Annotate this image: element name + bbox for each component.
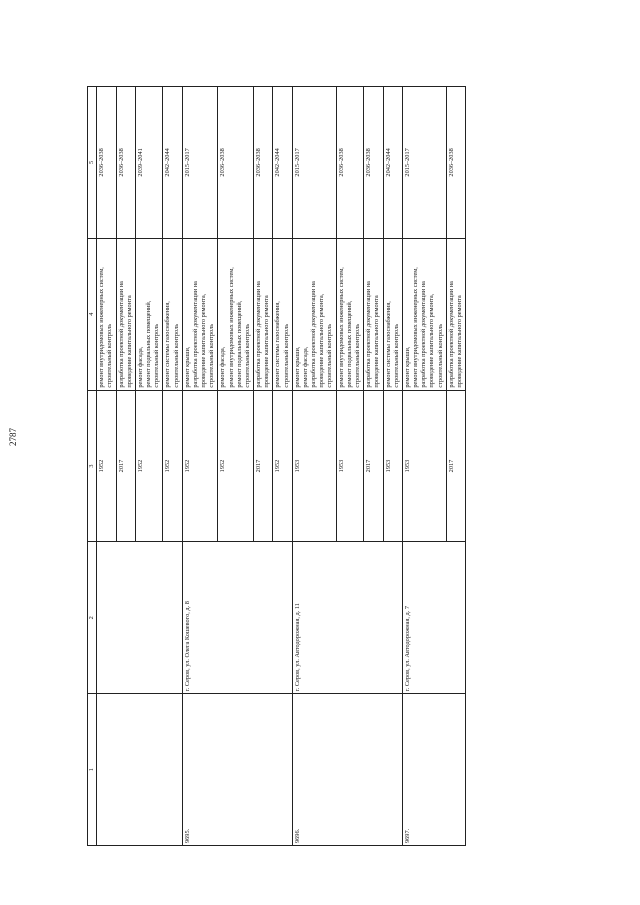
work-item: строительный контроль (326, 323, 334, 388)
work-item: ремонт фасада, (136, 346, 144, 388)
page-number: 2787 (8, 428, 18, 446)
work-item: разработка проектной документации на (255, 281, 263, 388)
year-cell: 1952 (163, 390, 182, 542)
year-cell: 1953 (336, 390, 364, 542)
building-address: г. Серов, ул. Олега Кошевого, д. 8 (182, 542, 292, 694)
period-cell: 2036–2038 (218, 87, 254, 239)
row-number: 9697. (402, 694, 465, 846)
works-cell (97, 238, 116, 390)
works-cell (182, 238, 218, 390)
work-item: строительный контроль (392, 323, 400, 388)
work-item: строительный контроль (208, 323, 216, 388)
period-cell: 2036–2038 (254, 87, 273, 239)
period-cell: 2042–2044 (273, 87, 292, 239)
work-item: ремонт внутридомовых инженерных систем, (337, 267, 345, 388)
building-address: г. Серов, ул. Автодорожная, д. 7 (402, 542, 465, 694)
work-item: ремонт крыши, (293, 346, 301, 388)
work-item: проведение капитального ремонта, (428, 293, 436, 388)
work-item: ремонт системы газоснабжения, (384, 301, 392, 388)
work-item: разработка проектной документации на (191, 281, 199, 388)
work-item: разработка проектной документации на (117, 281, 125, 388)
period-cell: 2036–2038 (364, 87, 383, 239)
works-cell (336, 238, 364, 390)
header-col-2: 2 (88, 542, 97, 694)
header-col-5: 5 (88, 87, 97, 239)
period-cell: 2036–2038 (336, 87, 364, 239)
works-cell (135, 238, 163, 390)
repair-schedule-table (87, 86, 466, 846)
work-item: ремонт подвальных помещений, (145, 300, 153, 388)
works-cell (273, 238, 292, 390)
work-item: ремонт системы газоснабжения, (164, 301, 172, 388)
work-item: строительный контроль (243, 323, 251, 388)
row-number: 9696. (292, 694, 402, 846)
period-cell: 2015–2017 (402, 87, 446, 239)
table-row (97, 87, 116, 846)
table-row (402, 87, 446, 846)
work-item: разработка проектной документации на (447, 281, 455, 388)
work-item: ремонт подвальных помещений, (235, 300, 243, 388)
work-item: проведение капитального ремонта (125, 295, 133, 388)
header-col-1: 1 (88, 694, 97, 846)
work-item: разработка проектной документации на (365, 281, 373, 388)
year-cell: 2017 (446, 390, 465, 542)
work-item: разработка проектной документации на (420, 281, 428, 388)
year-cell: 1953 (383, 390, 402, 542)
work-item: разработка проектной документации на (310, 281, 318, 388)
year-cell: 1953 (292, 390, 336, 542)
repair-schedule-table-wrapper (87, 86, 599, 846)
work-item: строительный контроль (172, 323, 180, 388)
work-item: строительный контроль (282, 323, 290, 388)
work-item: строительный контроль (353, 323, 361, 388)
year-cell: 2017 (254, 390, 273, 542)
works-cell (402, 238, 446, 390)
table-body (97, 87, 466, 846)
building-address: г. Серов, ул. Автодорожная, д. 11 (292, 542, 402, 694)
work-item: проведение капитального ремонта (373, 295, 381, 388)
work-item: строительный контроль (106, 323, 114, 388)
period-cell: 2015–2017 (292, 87, 336, 239)
work-item: проведение капитального ремонта (455, 295, 463, 388)
header-col-4: 4 (88, 238, 97, 390)
work-item: ремонт крыши, (403, 346, 411, 388)
year-cell: 1952 (182, 390, 218, 542)
year-cell: 1952 (273, 390, 292, 542)
period-cell: 2042–2044 (383, 87, 402, 239)
work-item: ремонт фасада, (219, 346, 227, 388)
works-cell (218, 238, 254, 390)
work-item: ремонт внутридомовых инженерных систем, (412, 267, 420, 388)
work-item: ремонт фасада, (301, 346, 309, 388)
work-item: проведение капитального ремонта, (200, 293, 208, 388)
period-cell: 2042–2044 (163, 87, 182, 239)
work-item: ремонт системы газоснабжения, (274, 301, 282, 388)
work-item: проведение капитального ремонта, (318, 293, 326, 388)
work-item: ремонт подвальных помещений, (345, 300, 353, 388)
works-cell (163, 238, 182, 390)
work-item: проведение капитального ремонта (263, 295, 271, 388)
year-cell: 2017 (364, 390, 383, 542)
works-cell (446, 238, 465, 390)
work-item: ремонт крыши, (183, 346, 191, 388)
table-row (292, 87, 336, 846)
work-item: строительный контроль (153, 323, 161, 388)
header-row (88, 87, 97, 846)
work-item: строительный контроль (436, 323, 444, 388)
works-cell (116, 238, 135, 390)
header-col-3: 3 (88, 390, 97, 542)
year-cell: 1952 (218, 390, 254, 542)
year-cell: 1952 (97, 390, 116, 542)
year-cell: 1952 (135, 390, 163, 542)
year-cell: 2017 (116, 390, 135, 542)
period-cell: 2039–2041 (135, 87, 163, 239)
period-cell: 2015–2017 (182, 87, 218, 239)
works-cell (254, 238, 273, 390)
year-cell: 1953 (402, 390, 446, 542)
table-row (182, 87, 218, 846)
period-cell: 2036–2038 (446, 87, 465, 239)
building-address (97, 542, 183, 694)
works-cell (364, 238, 383, 390)
works-cell (383, 238, 402, 390)
row-number: 9695. (182, 694, 292, 846)
works-cell (292, 238, 336, 390)
period-cell: 2036–2038 (116, 87, 135, 239)
row-number (97, 694, 183, 846)
period-cell: 2036–2038 (97, 87, 116, 239)
work-item: ремонт внутридомовых инженерных систем, (227, 267, 235, 388)
work-item: ремонт внутридомовых инженерных систем, (98, 267, 106, 388)
